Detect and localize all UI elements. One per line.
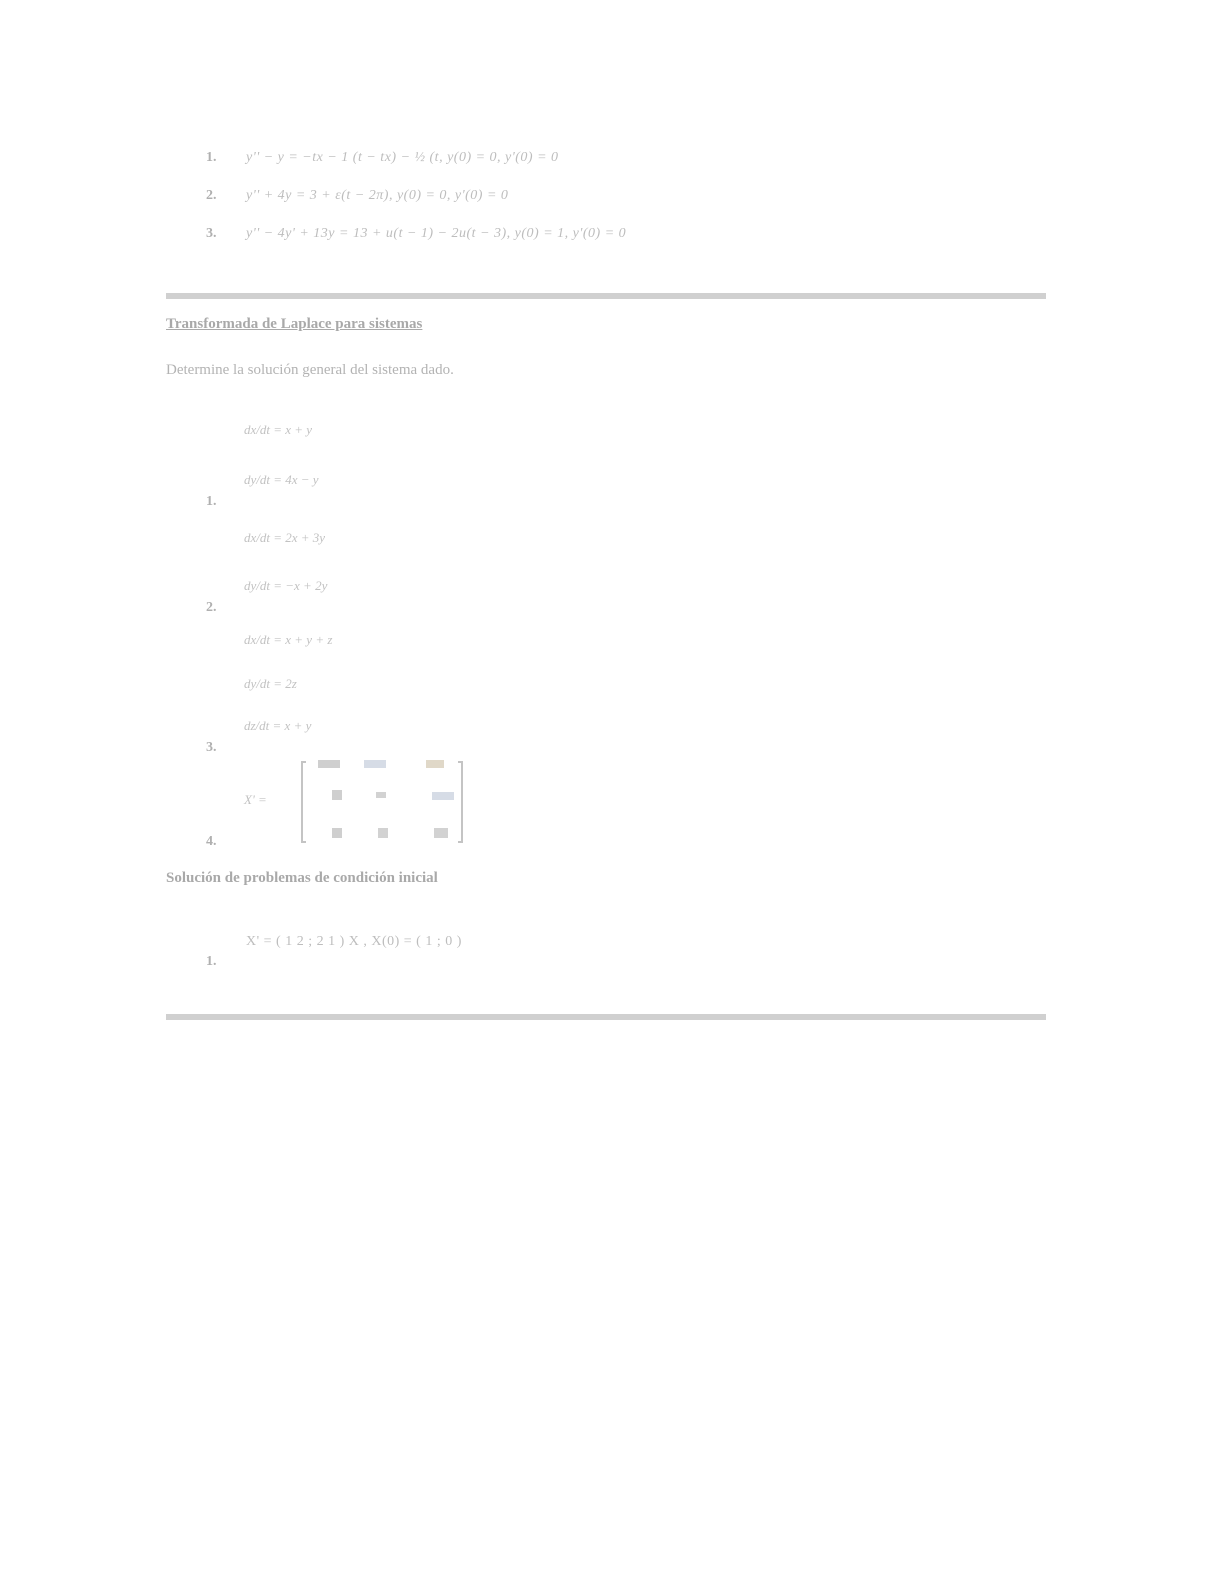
system-equation: dz/dt = x + y (244, 718, 312, 733)
system-equation: dx/dt = 2x + 3y (244, 530, 326, 545)
item-number: 3. (206, 740, 217, 755)
item-number: 1. (206, 954, 217, 969)
equation: y'' − 4y' + 13y = 13 + u(t − 1) − 2u(t − 3), y(0) = 1, y'(0) = 0 (246, 226, 627, 241)
item-number: 2. (206, 600, 217, 615)
system-equation: dx/dt = x + y (244, 422, 313, 437)
matrix-graphic (298, 754, 498, 850)
horizontal-rule (166, 293, 1046, 299)
coefficient-matrix (298, 754, 538, 850)
system-equation: dy/dt = −x + 2y (244, 578, 328, 593)
section-heading: Solución de problemas de condición inicial (166, 870, 438, 886)
equation: y'' − y = −tx − 1 (t − tx) − ½ (t, y(0) = 0, y'(0) = 0 (246, 150, 559, 165)
section-heading: Transformada de Laplace para sistemas (166, 316, 423, 332)
instructions-text: Determine la solución general del sistema dado. (166, 362, 454, 378)
item-number: 3. (206, 226, 217, 241)
system-equation: dy/dt = 2z (244, 676, 297, 691)
item-number: 1. (206, 494, 217, 509)
item-number: 2. (206, 188, 217, 203)
equation: X' = ( 1 2 ; 2 1 ) X , X(0) = ( 1 ; 0 ) (246, 934, 462, 949)
system-equation: dy/dt = 4x − y (244, 472, 319, 487)
item-number: 1. (206, 150, 217, 165)
horizontal-rule (166, 1014, 1046, 1020)
system-equation: dx/dt = x + y + z (244, 632, 333, 647)
item-number: 4. (206, 834, 217, 849)
equation: y'' + 4y = 3 + ε(t − 2π), y(0) = 0, y'(0) = 0 (246, 188, 509, 203)
matrix-label: X' = (244, 792, 267, 807)
